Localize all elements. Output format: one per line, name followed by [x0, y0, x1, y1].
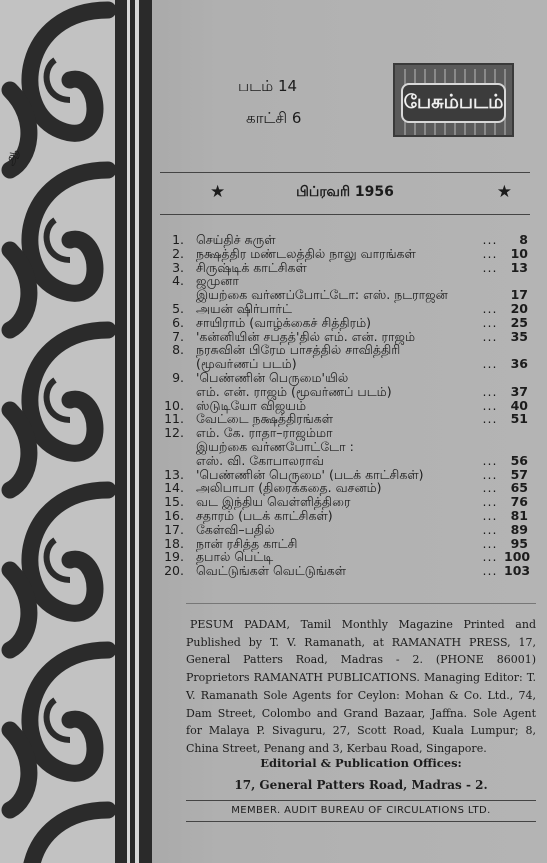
- toc-entry-page: 40: [510, 397, 528, 413]
- publisher-imprint: PESUM PADAM, Tamil Monthly Magazine Printed and Published by T. V. Ramanath, at RAMANATH PRESS, 17, General Patters Road, Madras - 2. (PHONE 86001) Proprietors RAMANATH PUBLICATIONS. Managing Editor: T. V. Ramanath Sole Agents for Ceylon: Mohan & Co. Ltd., 74, Dam Street, Colombo and Grand Bazaar, Jaffna. Sole Agent for Malaya P. Sivaguru, 27, Scott Road, Kuala Lumpur; 8, China Street, Penang and 3, Kerbau Road, Singapore.: [186, 618, 536, 755]
- toc-entry-title: 'பெண்ணின் பெருமை'யில்: [196, 369, 349, 385]
- toc-entry-page: 10: [510, 245, 528, 261]
- toc-entry: [162, 302, 528, 316]
- toc-entry: [162, 371, 528, 385]
- toc-entry: [162, 274, 528, 288]
- toc-entry-page: 8: [519, 232, 528, 247]
- toc-entry-page: 95: [510, 535, 528, 551]
- toc-entry-title: (மூவர்ணப் படம்): [196, 356, 297, 372]
- toc-entry: [162, 468, 528, 482]
- toc-entry-number: 2.: [172, 245, 184, 261]
- toc-entry-number: 10.: [164, 397, 184, 413]
- toc-entry: [162, 399, 528, 413]
- toc-entry-leader: ...: [482, 300, 498, 316]
- toc-entry: [162, 537, 528, 551]
- toc-entry-leader: ...: [482, 383, 498, 399]
- toc-entry-title: எம். கே. ராதா–ராஜம்மா: [196, 425, 333, 441]
- offices-address: 17, General Patters Road, Madras - 2.: [234, 778, 488, 792]
- toc-entry-number: 13.: [164, 466, 184, 482]
- toc-entry: [162, 426, 528, 440]
- toc-entry-leader: ...: [482, 480, 498, 496]
- toc-entry: [162, 261, 528, 275]
- toc-entry-leader: ...: [482, 563, 498, 579]
- toc-entry-leader: ...: [482, 507, 498, 523]
- toc-entry-title: சதாரம் (படக் காட்சிகள்): [196, 507, 333, 523]
- toc-entry-title: இயற்கை வர்ணபோட்டோ :: [196, 438, 354, 454]
- toc-entry-number: 3.: [172, 259, 184, 275]
- toc-entry-leader: ...: [482, 245, 498, 261]
- toc-entry-page: 100: [504, 549, 531, 565]
- toc-entry-leader: ...: [482, 356, 498, 372]
- toc-entry-number: 4.: [172, 273, 184, 289]
- date-top-rule: [160, 172, 530, 173]
- star-icon-left: ★: [210, 182, 226, 202]
- scroll-ornament-icon: [0, 0, 152, 863]
- toc-entry-number: 20.: [164, 563, 184, 579]
- toc-entry: [162, 247, 528, 261]
- toc-entry-title: எஸ். வி. கோபாலராவ்: [196, 452, 324, 468]
- toc-entry-page: 20: [510, 300, 528, 316]
- toc-entry-title: 'கன்னியின் சபதத்'தில் எம். என். ராஜம்: [196, 328, 416, 344]
- toc-entry-title: நான் ரசித்த காட்சி: [196, 535, 298, 551]
- toc-entry: [162, 357, 528, 371]
- toc-entry-page: 81: [510, 507, 528, 523]
- toc-entry-number: 11.: [164, 411, 184, 427]
- toc-entry-title: அலிபாபா (திரைக்கதை. வசனம்): [196, 480, 382, 496]
- toc-entry-page: 13: [510, 259, 528, 275]
- toc-entry-title: வேட்டை நக்ஷத்திரங்கள்: [196, 411, 333, 427]
- pesum-padam-logo: [393, 63, 514, 137]
- date-bottom-rule: [160, 214, 530, 215]
- toc-entry-leader: ...: [482, 521, 498, 537]
- toc-entry-number: 14.: [164, 480, 184, 496]
- issue-volume: படம் 14: [238, 77, 298, 95]
- toc-entry-title: கேள்வி–பதில்: [196, 521, 275, 537]
- toc-entry: [162, 288, 528, 302]
- member-bottom-rule: [186, 821, 536, 822]
- toc-entry-title: தபால் பெட்டி: [196, 549, 274, 565]
- offices-heading: Editorial & Publication Offices:: [260, 756, 462, 770]
- toc-entry-number: 6.: [172, 314, 184, 330]
- toc-entry-leader: ...: [482, 232, 498, 247]
- toc-entry: [162, 343, 528, 357]
- toc-entry-title: நரசுவின் பிரேம பாசத்தில் சாவித்திரி: [196, 342, 401, 358]
- toc-entry-page: 56: [510, 452, 528, 468]
- toc-entry-title: செய்திச் சுருள்: [196, 232, 276, 247]
- toc-entry-page: 103: [504, 563, 531, 579]
- toc-entry-number: 16.: [164, 507, 184, 523]
- toc-entry-title: ஸ்டுடியோ விஜயம்: [196, 397, 307, 413]
- toc-entry-title: வெட்டுங்கள் வெட்டுங்கள்: [196, 563, 347, 579]
- toc-entry-title: ஜமுனா: [196, 273, 239, 289]
- toc-entry: [162, 440, 528, 454]
- toc-entry: [162, 549, 531, 565]
- toc-entry-page: 37: [510, 383, 528, 399]
- toc-entry-page: 57: [510, 466, 528, 482]
- member-line: MEMBER. AUDIT BUREAU OF CIRCULATIONS LTD.: [231, 805, 491, 816]
- issue-date: பிப்ரவரி 1956: [296, 184, 394, 200]
- logo-text: பேசும்படம்: [401, 83, 506, 123]
- toc-entry-leader: ...: [482, 411, 498, 427]
- toc-entry-title: சாயிராம் (வாழ்க்கைச் சித்திரம்): [196, 314, 372, 330]
- issue-number: காட்சி 6: [246, 109, 302, 127]
- toc-entry-leader: ...: [482, 494, 498, 510]
- toc-entry-number: 1.: [172, 232, 184, 247]
- toc-entry: [162, 385, 528, 399]
- toc-entry: [162, 233, 528, 247]
- toc-entry-page: 89: [510, 521, 528, 537]
- toc-entry-page: 51: [510, 411, 528, 427]
- toc-entry-leader: ...: [482, 452, 498, 468]
- toc-entry-leader: ...: [482, 549, 498, 565]
- toc-entry-page: 76: [510, 494, 528, 510]
- toc-entry-page: 25: [510, 314, 528, 330]
- toc-entry-number: 9.: [172, 369, 184, 385]
- toc-entry-number: 15.: [164, 494, 184, 510]
- toc-entry-page: 35: [510, 328, 528, 344]
- toc-entry-leader: ...: [482, 314, 498, 330]
- margin-handwritten-note: ஆ: [2, 148, 21, 168]
- toc-entry-number: 19.: [164, 549, 184, 565]
- toc-entry: [162, 481, 528, 495]
- toc-entry-leader: ...: [482, 397, 498, 413]
- toc-entry-number: 8.: [172, 342, 184, 358]
- toc-entry-leader: ...: [482, 466, 498, 482]
- toc-entry-title: இயற்கை வர்ணப்போட்டோ: எஸ். நடராஜன்: [196, 287, 448, 303]
- toc-entry-leader: ...: [482, 328, 498, 344]
- issue-info: [238, 70, 301, 134]
- toc-entry-title: சிருஷ்டிக் காட்சிகள்: [196, 259, 307, 275]
- toc-entry-number: 5.: [172, 300, 184, 316]
- imprint-top-rule: [186, 603, 536, 604]
- toc-entry-number: 7.: [172, 328, 184, 344]
- member-top-rule: [186, 800, 536, 801]
- toc-entry: [162, 454, 528, 468]
- toc-entry-title: எம். என். ராஜம் (மூவர்ணப் படம்): [196, 383, 392, 399]
- decorative-scroll-border: [0, 0, 152, 863]
- toc-entry-page: 17: [510, 287, 528, 303]
- toc-entry-number: 17.: [164, 521, 184, 537]
- toc-entry-leader: ...: [482, 259, 498, 275]
- table-of-contents: [162, 232, 531, 579]
- toc-entry-number: 12.: [164, 425, 184, 441]
- toc-entry-title: 'பெண்ணின் பெருமை' (படக் காட்சிகள்): [196, 466, 424, 482]
- toc-entry: [162, 523, 528, 537]
- toc-entry: [162, 563, 531, 579]
- toc-entry: [162, 316, 528, 330]
- toc-entry: [162, 495, 528, 509]
- toc-entry: [162, 509, 528, 523]
- toc-entry-title: நக்ஷத்திர மண்டலத்தில் நாலு வாரங்கள்: [196, 245, 416, 261]
- toc-entry-title: அயன் ஷிர்பார்ட்: [196, 300, 292, 316]
- toc-entry-title: வட இந்திய வெள்ளித்திரை: [196, 494, 351, 510]
- issue-date-row: [160, 182, 530, 206]
- toc-entry-leader: ...: [482, 535, 498, 551]
- toc-entry: [162, 330, 528, 344]
- toc-entry-number: 18.: [164, 535, 184, 551]
- toc-entry-page: 65: [510, 480, 528, 496]
- star-icon-right: ★: [496, 182, 512, 202]
- toc-entry-page: 36: [510, 356, 528, 372]
- toc-entry: [162, 412, 528, 426]
